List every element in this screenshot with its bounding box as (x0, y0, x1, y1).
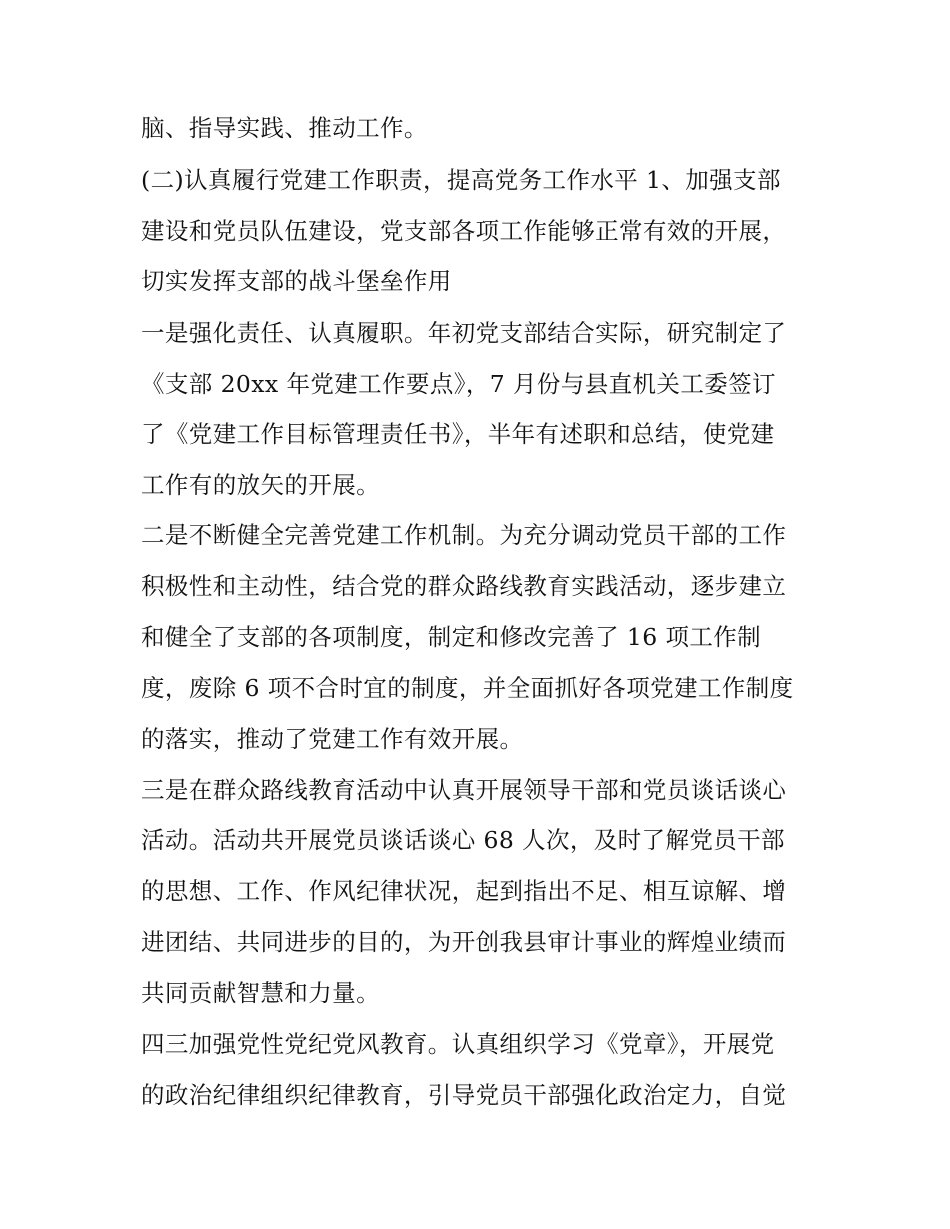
text-line: 脑、指导实践、推动工作。 (141, 114, 428, 142)
text-line: 积极性和主动性，结合党的群众路线教育实践活动，逐步建立 (141, 572, 787, 600)
text-line: 切实发挥支部的战斗堡垒作用 (141, 267, 452, 295)
text-line: 三是在群众路线教育活动中认真开展领导干部和党员谈话谈心 (141, 776, 787, 804)
text-line: 工作有的放矢的开展。 (141, 471, 380, 499)
text-line: 度，废除 6 项不合时宜的制度，并全面抓好各项党建工作制度 (141, 674, 794, 702)
text-line: 的落实，推动了党建工作有效开展。 (141, 725, 524, 753)
text-line: 的政治纪律组织纪律教育，引导党员干部强化政治定力，自觉 (141, 1081, 787, 1109)
text-line: 《支部 20xx 年党建工作要点》，7 月份与县直机关工委签订 (141, 370, 776, 398)
text-line: 共同贡献智慧和力量。 (141, 979, 380, 1007)
text-line: 二是不断健全完善党建工作机制。为充分调动党员干部的工作 (141, 521, 787, 549)
text-line: 四三加强党性党纪党风教育。认真组织学习《党章》，开展党 (141, 1030, 775, 1058)
text-line: 和健全了支部的各项制度，制定和修改完善了 16 项工作制 (141, 623, 762, 651)
text-line: 进团结、共同进步的目的，为开创我县审计事业的辉煌业绩而 (141, 928, 787, 956)
text-line: (二)认真履行党建工作职责，提高党务工作水平 1、加强支部 (141, 166, 781, 194)
text-line: 了《党建工作目标管理责任书》，半年有述职和总结，使党建 (141, 420, 775, 448)
text-line: 的思想、工作、作风纪律状况，起到指出不足、相互谅解、增 (141, 877, 787, 905)
text-line: 活动。活动共开展党员谈话谈心 68 人次，及时了解党员干部 (141, 826, 785, 854)
text-line: 一是强化责任、认真履职。年初党支部结合实际，研究制定了 (141, 319, 787, 347)
text-line: 建设和党员队伍建设，党支部各项工作能够正常有效的开展， (141, 217, 787, 245)
